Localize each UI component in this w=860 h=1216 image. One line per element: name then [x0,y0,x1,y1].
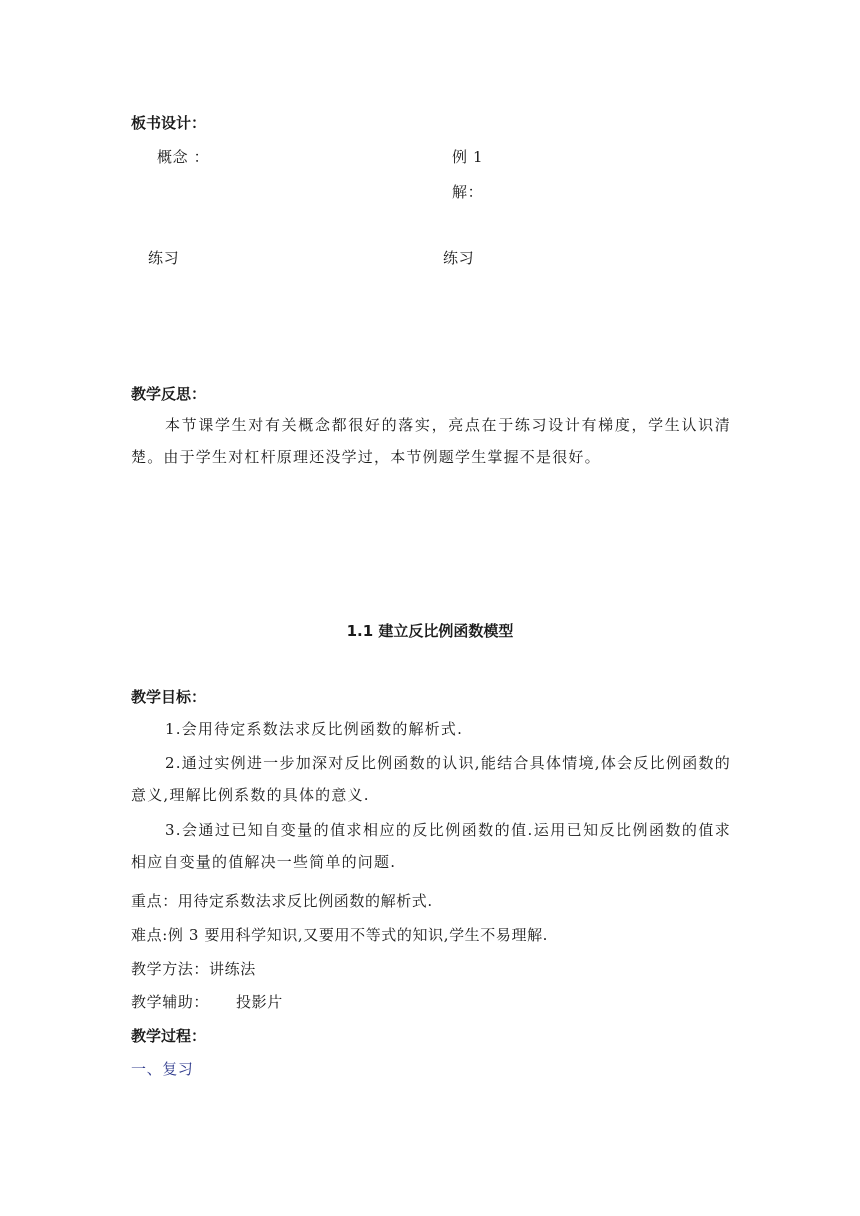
process-heading: 教学过程： [131,1027,207,1045]
goal-item-2: 2.通过实例进一步加深对反比例函数的认识,能结合具体情境,体会反比例函数的意义,理解比例系数的具体的意义. [131,754,731,804]
board-practice-left: 练习 [148,249,180,267]
goal-item-3: 3.会通过已知自变量的值求相应的反比例函数的值.运用已知反比例函数的值求相应自变量的值解决一些简单的问题. [131,821,731,871]
lesson-title: 1.1 建立反比例函数模型 [346,622,514,640]
reflection-body: 本节课学生对有关概念都很好的落实，亮点在于练习设计有梯度，学生认识清楚。由于学生对杠杆原理还没学过，本节例题学生掌握不是很好。 [131,416,731,466]
board-design-heading: 板书设计： [131,114,207,132]
difficulty: 难点:例 3 要用科学知识,又要用不等式的知识,学生不易理解. [131,926,549,944]
reflection-heading: 教学反思： [131,385,207,403]
goal-item-1: 1.会用待定系数法求反比例函数的解析式. [165,720,464,738]
key-point: 重点：用待定系数法求反比例函数的解析式. [131,892,433,910]
board-example-label: 例 1 [452,148,484,166]
teaching-aid-value: 投影片 [236,993,283,1011]
board-practice-right: 练习 [443,249,475,267]
teaching-method: 教学方法：讲练法 [131,960,256,978]
goals-heading: 教学目标： [131,688,207,706]
teaching-aid-label: 教学辅助： [131,993,210,1011]
section-review-heading: 一、复习 [131,1060,194,1078]
board-solution-label: 解： [452,183,484,201]
board-concept-label: 概念 ： [157,148,210,166]
